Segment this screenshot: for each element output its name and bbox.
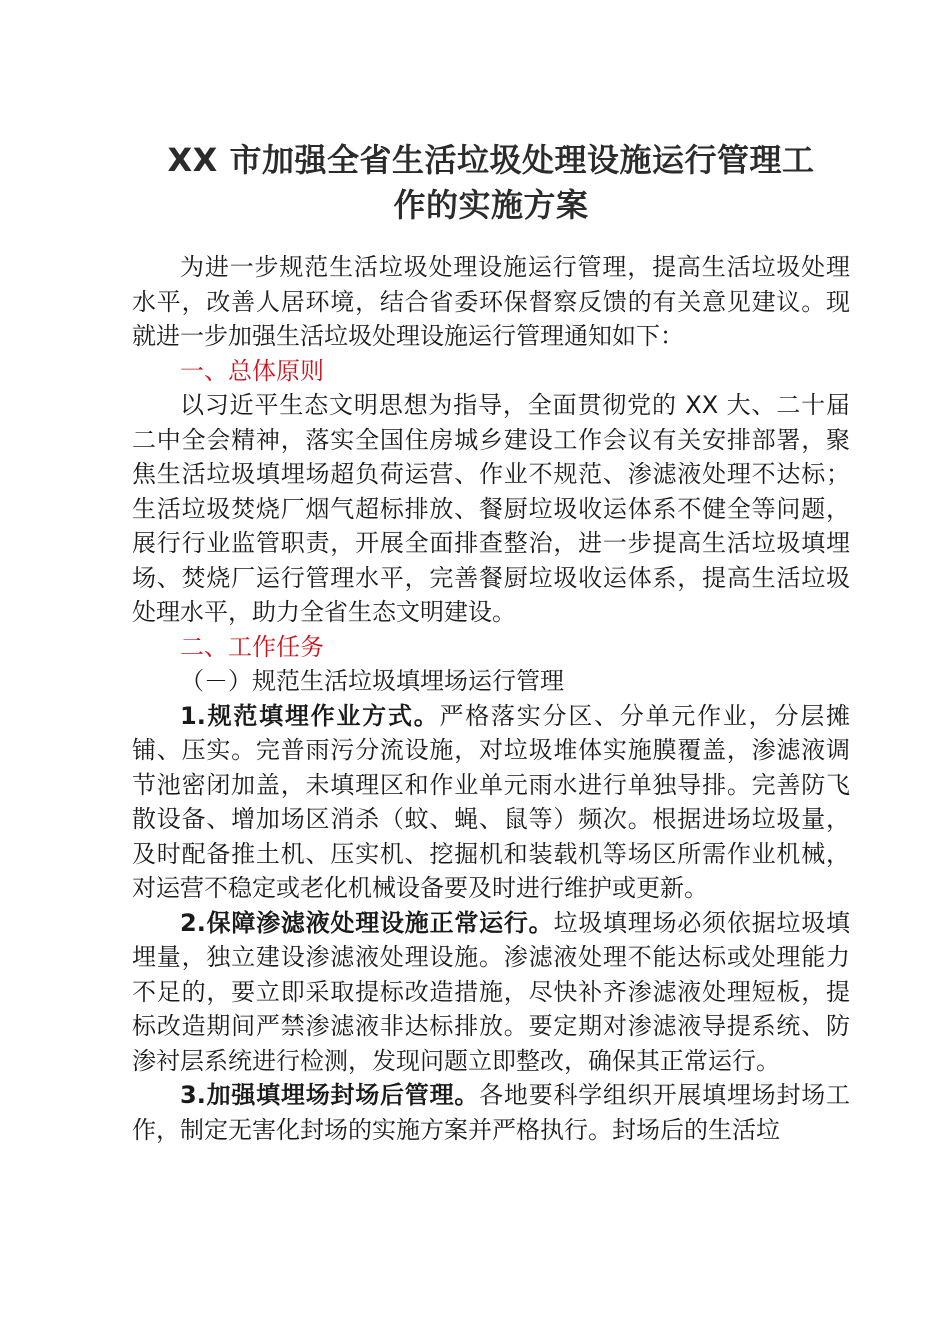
document-page xyxy=(132,138,850,1147)
task-item-3-text: 各地要科学组织开展填埋场封场工作，制定无害化封场的实施方案并严格执行。封场后的生活垃 xyxy=(132,1081,851,1144)
document-title xyxy=(132,138,850,228)
title-line-2: 作的实施方案 xyxy=(393,186,589,224)
task-item-2-lead: 2.保障渗滤液处理设施正常运行。 xyxy=(180,908,554,937)
task-item-1-text: 严格落实分区、分单元作业，分层摊铺、压实。完普雨污分流设施，对垃圾堆体实施膜覆盖，渗滤液调节池密闭加盖，未填理区和作业单元雨水进行单独导排。完善防飞散设备、增加场区消杀（蚊、蝇、鼠等）频次。根据进场垃圾量，及时配备推土机、压实机、挖掘机和装载机等场区所需作业机械，对运营不稳定或老化机械设备要及时进行维护或更新。 xyxy=(132,701,850,902)
section-heading-principles: 一、总体原则 xyxy=(180,356,324,385)
subsection-heading-landfill: （－）规范生活垃圾填埋场运行管理 xyxy=(180,667,564,695)
task-item-1-lead: 1.规范填埋作业方式。 xyxy=(180,701,440,730)
task-item-3-lead: 3.加强填埋场封场后管理。 xyxy=(180,1081,480,1109)
principles-paragraph: 以习近平生态文明思想为指导，全面贯彻党的 XX 大、二十届二中全会精神，落实全国住房城乡建设工作会议有关安排部署，聚焦生活垃圾填埋场超负荷运营、作业不规范、渗滤液处理不达标；生活垃圾焚烧厂烟气超标排放、餐厨垃圾收运体系不健全等问题，展行行业监管职责，开展全面排查整治，进一步提高生活垃圾填埋场、焚烧厂运行管理水平，完善餐厨垃圾收运体系，提高生活垃圾处理水平，助力全省生态文明建设。 xyxy=(132,391,850,626)
task-item-1 xyxy=(132,699,850,906)
title-line-1: XX 市加强全省生活垃圾处理设施运行管理工 xyxy=(167,141,815,179)
section-heading-tasks: 二、工作任务 xyxy=(180,632,324,661)
task-item-2-text: 垃圾填理场必须依据垃圾填埋量，独立建设渗滤液处理设施。渗滤液处理不能达标或处理能力不足的，要立即采取提标改造措施，尽快补齐渗滤液处理短板，提标改造期间严禁渗滤液非达标排放。要定期对渗滤液导提系统、防渗衬层系统进行检测，发现问题立即整改，确保其正常运行。 xyxy=(132,908,850,1075)
task-item-2 xyxy=(132,906,850,1079)
task-item-3 xyxy=(132,1078,850,1147)
intro-paragraph: 为进一步规范生活垃圾处理设施运行管理，提高生活垃圾处理水平，改善人居环境，结合省委环保督察反馈的有关意见建议。现就进一步加强生活垃圾处理设施运行管理通知如下： xyxy=(132,253,850,350)
